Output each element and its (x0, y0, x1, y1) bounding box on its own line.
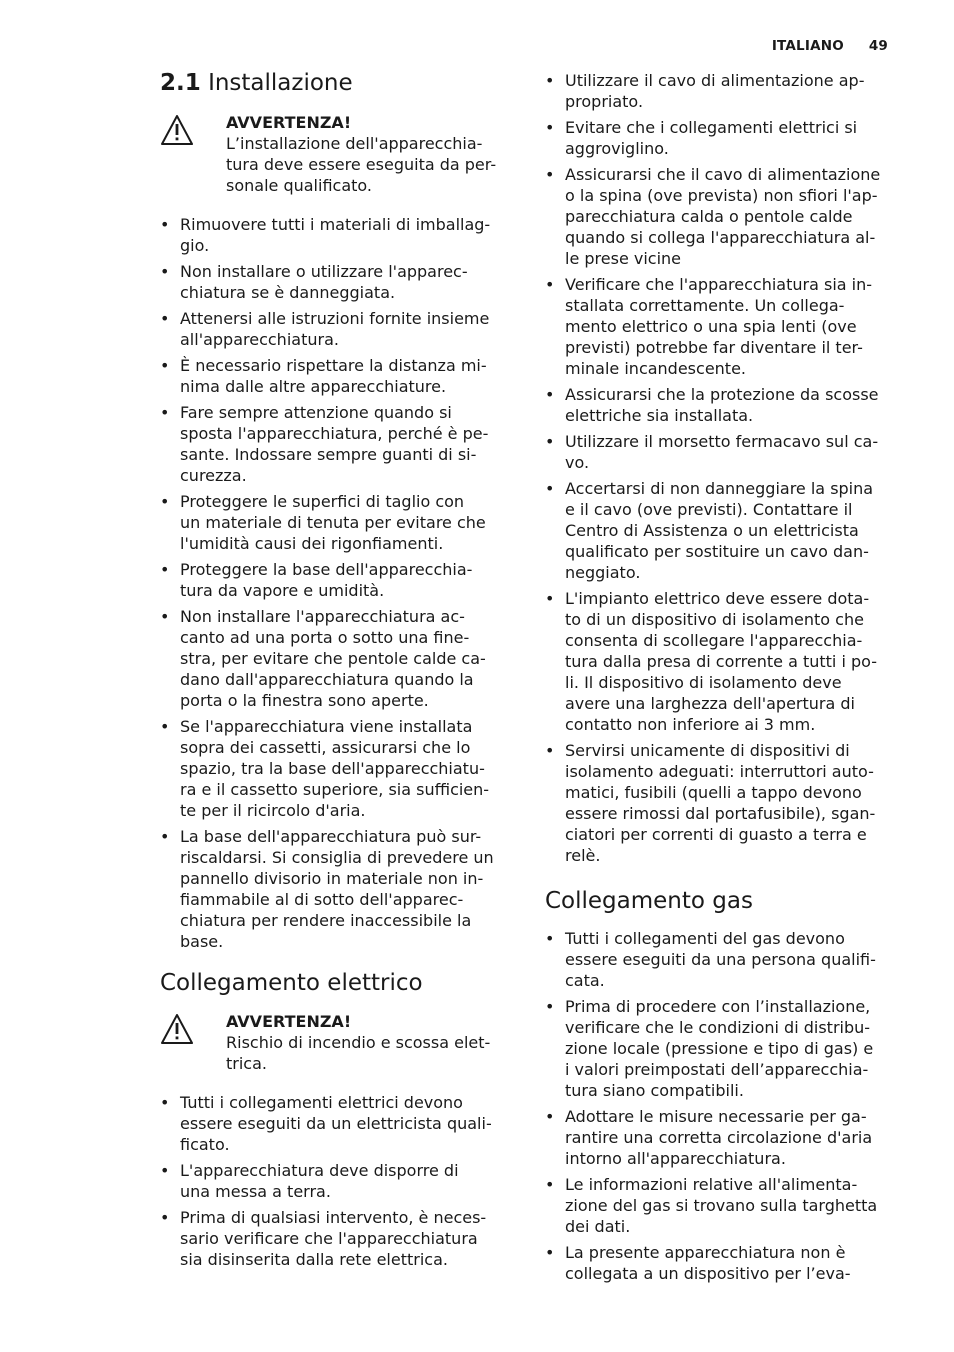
list-item: • Utilizzare il morsetto fermacavo sul ca- vo. (545, 431, 897, 473)
warning-title: AVVERTENZA! (226, 113, 352, 132)
list-item: • Le informazioni relative all'alimenta- zione del gas si trovano sulla targhetta dei dati. (545, 1174, 897, 1237)
list-item: • Se l'apparecchiatura viene installata sopra dei cassetti, assicurarsi che lo spazio, tra la base dell'apparecchiatu- ra e il cassetto superiore, sia sufficien- te per il ricircolo d'aria. (160, 716, 512, 821)
installazione-list (160, 214, 512, 952)
warning-box-elettrico (160, 1011, 512, 1074)
list-item: • Assicurarsi che la protezione da scosse elettriche sia installata. (545, 384, 897, 426)
list-item: • Accertarsi di non danneggiare la spina e il cavo (ove previsti). Contattare il Centro di Assistenza o un elettricista qualificato per sostituire un cavo dan- neggiato. (545, 478, 897, 583)
list-item: • Assicurarsi che il cavo di alimentazione o la spina (ove prevista) non sfiori l'ap- parecchiatura calda o pentole calde quando si collega l'apparecchiatura al- le prese vicine (545, 164, 897, 269)
list-item: • Evitare che i collegamenti elettrici si aggroviglino. (545, 117, 897, 159)
warning-triangle-icon (160, 1013, 194, 1045)
list-item: • Non installare o utilizzare l'apparec- chiatura se è danneggiata. (160, 261, 512, 303)
elettrico-list-continued (545, 70, 897, 866)
gas-list (545, 928, 897, 1284)
list-item: • L'impianto elettrico deve essere dota- to di un dispositivo di isolamento che consenta di scollegare l'apparecchia- tura dalla presa di corrente a tutti i po- li. Il dispositivo di isolamento deve avere una larghezza dell'apertura di contatto non inferiore ai 3 mm. (545, 588, 897, 735)
section-number: 2.1 (160, 70, 201, 96)
list-item: • Adottare le misure necessarie per ga- rantire una corretta circolazione d'aria intorno all'apparecchiatura. (545, 1106, 897, 1169)
warning-text: L’installazione dell'apparecchia- tura deve essere eseguita da per- sonale qualificato. (226, 134, 497, 195)
list-item: • Prima di procedere con l’installazione, verificare che le condizioni di distribu- zione locale (pressione e tipo di gas) e i valori preimpostati dell’apparecchia- tura siano compatibili. (545, 996, 897, 1101)
section-title-elettrico: Collegamento elettrico (160, 970, 423, 996)
left-column (160, 68, 512, 1275)
list-item: • Proteggere le superfici di taglio con un materiale di tenuta per evitare che l'umidità causi dei rigonfiamenti. (160, 491, 512, 554)
section-title-gas: Collegamento gas (545, 888, 753, 914)
language-label: ITALIANO (771, 38, 844, 54)
list-item: • L'apparecchiatura deve disporre di una messa a terra. (160, 1160, 512, 1202)
page-number: 49 (868, 38, 888, 54)
list-item: • Rimuovere tutti i materiali di imballag- gio. (160, 214, 512, 256)
warning-title: AVVERTENZA! (226, 1012, 352, 1031)
warning-triangle-icon (160, 114, 194, 146)
page-header (772, 38, 888, 54)
list-item: • Prima di qualsiasi intervento, è neces- sario verificare che l'apparecchiatura sia disinserita dalla rete elettrica. (160, 1207, 512, 1270)
section-title-text: Installazione (208, 70, 353, 96)
list-item: • La base dell'apparecchiatura può sur- riscaldarsi. Si consiglia di prevedere un pannello divisorio in materiale non in- fiammabile al di sotto dell'apparec- chiatura per rendere inaccessibile la base. (160, 826, 512, 952)
list-item: • Utilizzare il cavo di alimentazione ap- propriato. (545, 70, 897, 112)
list-item: • Tutti i collegamenti del gas devono essere eseguiti da una persona qualifi- cata. (545, 928, 897, 991)
list-item: • Verificare che l'apparecchiatura sia in- stallata correttamente. Un collega- mento elettrico o una spia lenti (ove previsti) potrebbe far diventare il ter- minale incandescente. (545, 274, 897, 379)
elettrico-list (160, 1092, 512, 1270)
list-item: • Non installare l'apparecchiatura ac- canto ad una porta o sotto una fine- stra, per evitare che pentole calde ca- dano dall'apparecchiatura quando la porta o la finestra sono aperte. (160, 606, 512, 711)
list-item: • La presente apparecchiatura non è collegata a un dispositivo per l’eva- (545, 1242, 897, 1284)
section-title-installazione (160, 68, 512, 98)
list-item: • Fare sempre attenzione quando si sposta l'apparecchiatura, perché è pe- sante. Indossare sempre guanti di si- curezza. (160, 402, 512, 486)
right-column (545, 70, 897, 1289)
warning-text: Rischio di incendio e scossa elet- trica. (226, 1033, 491, 1073)
warning-box-installazione (160, 112, 512, 196)
list-item: • È necessario rispettare la distanza mi- nima dalle altre apparecchiature. (160, 355, 512, 397)
list-item: • Attenersi alle istruzioni fornite insieme all'apparecchiatura. (160, 308, 512, 350)
list-item: • Tutti i collegamenti elettrici devono essere eseguiti da un elettricista quali- ficato. (160, 1092, 512, 1155)
list-item: • Proteggere la base dell'apparecchia- tura da vapore e umidità. (160, 559, 512, 601)
list-item: • Servirsi unicamente di dispositivi di isolamento adeguati: interruttori auto- matici, fusibili (quelli a tappo devono essere rimossi dal portafusibile), sgan- ciatori per correnti di guasto a terra e relè. (545, 740, 897, 866)
